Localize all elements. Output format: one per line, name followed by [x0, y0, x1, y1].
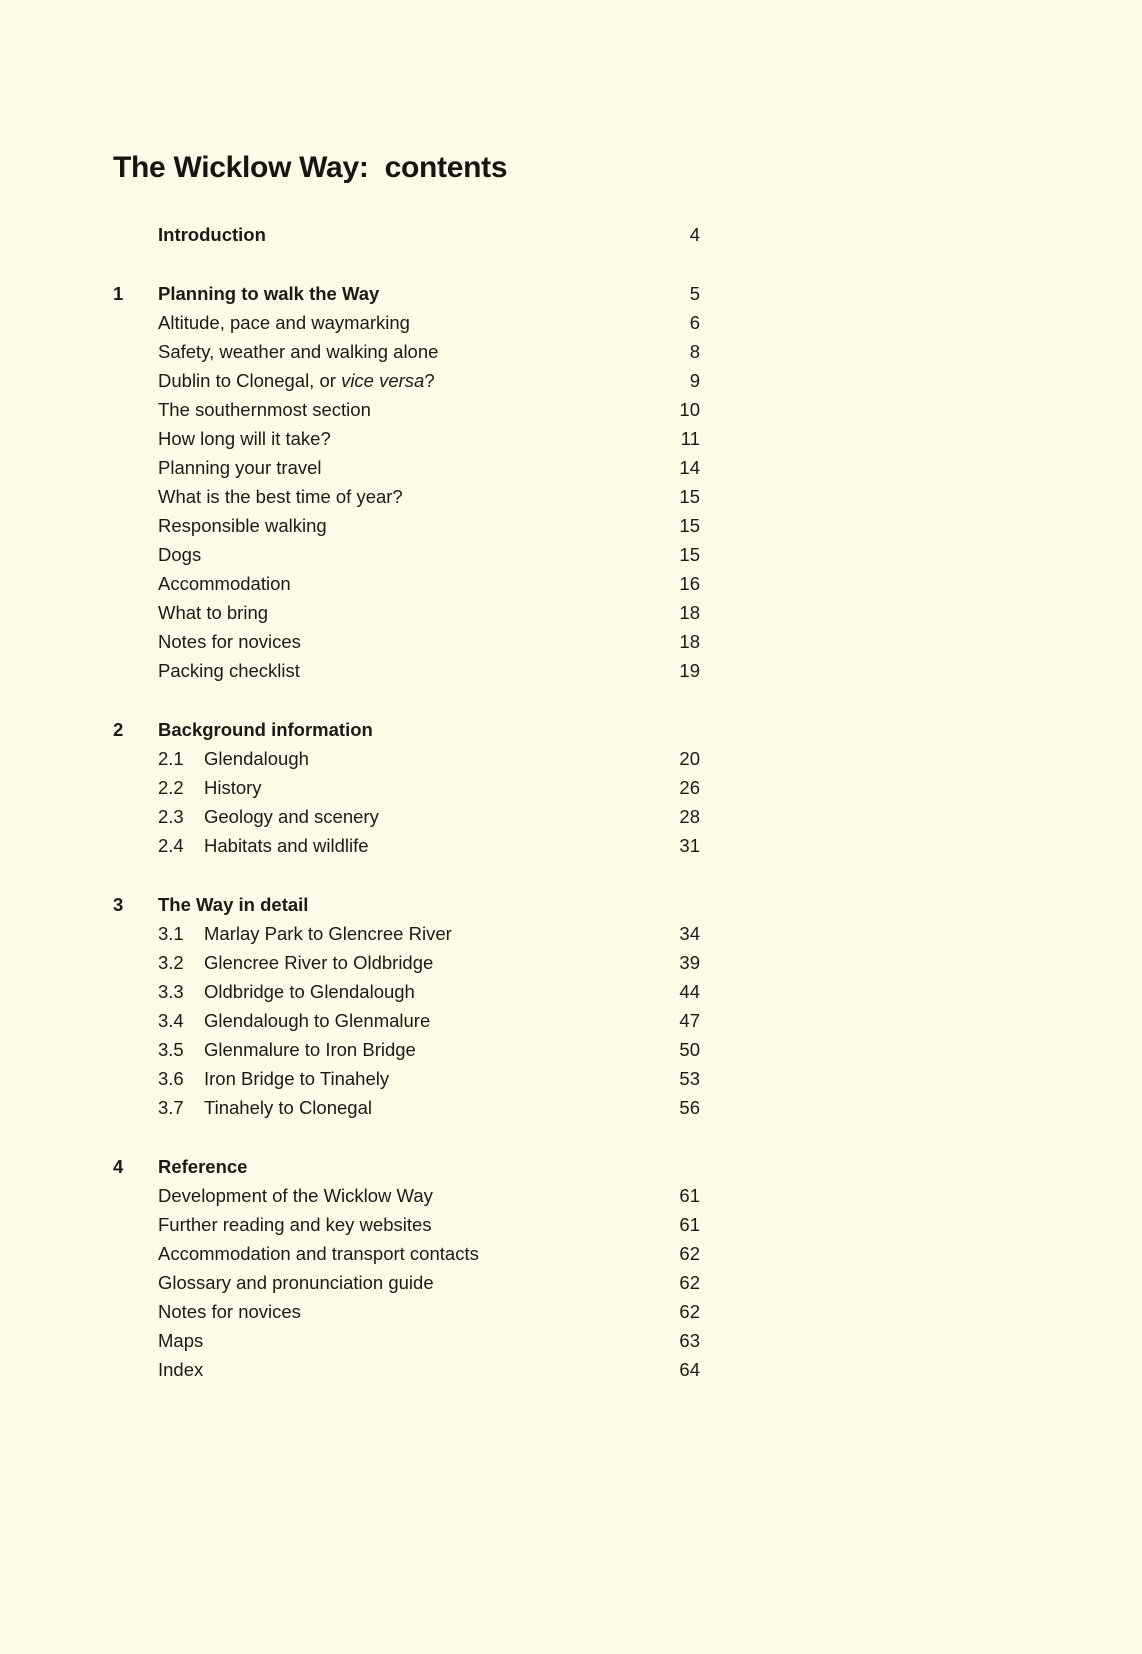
page-number: 5	[689, 283, 700, 304]
toc-row	[113, 279, 700, 308]
entry-label: 2.1 Glendalough	[158, 744, 648, 773]
toc-section	[113, 1152, 700, 1384]
page-number: 53	[679, 1068, 700, 1089]
page-number	[648, 1152, 700, 1181]
chapter-number: 1	[113, 283, 124, 304]
toc-row	[113, 569, 700, 598]
toc-row	[113, 1297, 700, 1326]
toc-section	[113, 890, 700, 1122]
entry-label: 2.2 History	[158, 773, 648, 802]
toc-row	[113, 656, 700, 685]
entry-label: 3.2 Glencree River to Oldbridge	[158, 948, 648, 977]
chapter-number	[113, 598, 158, 627]
chapter-number	[113, 1355, 158, 1384]
page-number: 10	[679, 399, 700, 420]
toc-row	[113, 1210, 700, 1239]
page-number: 62	[679, 1272, 700, 1293]
entry-label: Notes for novices	[158, 631, 301, 652]
chapter-number	[113, 627, 158, 656]
chapter-number	[113, 1181, 158, 1210]
page-number: 6	[689, 312, 700, 333]
chapter-number	[113, 977, 158, 1006]
page-number: 20	[679, 748, 700, 769]
page-number: 62	[679, 1243, 700, 1264]
page-number: 64	[679, 1359, 700, 1380]
page-number: 62	[679, 1301, 700, 1322]
page-number: 19	[679, 660, 700, 681]
entry-label: Safety, weather and walking alone	[158, 341, 439, 362]
subsection-number: 2.4	[158, 835, 184, 856]
chapter-number	[113, 773, 158, 802]
page-number: 39	[679, 952, 700, 973]
subsection-number: 2.2	[158, 777, 184, 798]
toc-row	[113, 1181, 700, 1210]
entry-label: Accommodation	[158, 573, 291, 594]
toc-row	[113, 977, 700, 1006]
toc-row	[113, 744, 700, 773]
entry-label: 3.6 Iron Bridge to Tinahely	[158, 1064, 648, 1093]
page-number: 34	[679, 923, 700, 944]
subsection-number: 3.7	[158, 1097, 184, 1118]
page-number: 18	[679, 631, 700, 652]
page-number: 61	[679, 1185, 700, 1206]
toc-row	[113, 540, 700, 569]
subsection-number: 3.3	[158, 981, 184, 1002]
entry-label: Reference	[158, 1156, 248, 1177]
chapter-number	[113, 482, 158, 511]
chapter-number	[113, 1268, 158, 1297]
toc-row	[113, 890, 700, 919]
page-number: 16	[679, 573, 700, 594]
chapter-number	[113, 511, 158, 540]
entry-label-segment: Dublin to Clonegal, or	[158, 370, 342, 391]
chapter-number	[113, 656, 158, 685]
page-number: 15	[679, 486, 700, 507]
page-number: 31	[679, 835, 700, 856]
entry-label: Background information	[158, 719, 373, 740]
chapter-number	[113, 1297, 158, 1326]
page-number: 8	[689, 341, 700, 362]
page-number: 50	[679, 1039, 700, 1060]
page-number: 28	[679, 806, 700, 827]
toc-row	[113, 802, 700, 831]
chapter-number	[113, 1035, 158, 1064]
toc-row	[113, 1239, 700, 1268]
entry-label: Notes for novices	[158, 1301, 301, 1322]
chapter-number	[113, 366, 158, 395]
entry-label: Further reading and key websites	[158, 1214, 432, 1235]
entry-label: Dogs	[158, 544, 202, 565]
chapter-number: 2	[113, 719, 124, 740]
chapter-number	[113, 337, 158, 366]
page-number: 15	[679, 544, 700, 565]
entry-label: 2.3 Geology and scenery	[158, 802, 648, 831]
subsection-number: 3.4	[158, 1010, 184, 1031]
page-number: 14	[679, 457, 700, 478]
entry-label: What to bring	[158, 602, 269, 623]
toc-row	[113, 511, 700, 540]
subsection-number: 3.5	[158, 1039, 184, 1060]
entry-label: The Way in detail	[158, 894, 309, 915]
toc-row	[113, 1064, 700, 1093]
toc-row	[113, 773, 700, 802]
chapter-number	[113, 1210, 158, 1239]
toc-row	[113, 424, 700, 453]
toc-row	[113, 1355, 700, 1384]
entry-label: The southernmost section	[158, 399, 371, 420]
toc-row	[113, 1152, 700, 1181]
toc-row	[113, 1093, 700, 1122]
page-title: The Wicklow Way: contents	[113, 151, 508, 184]
entry-label-italic-segment: vice versa	[341, 370, 425, 391]
toc-row	[113, 482, 700, 511]
chapter-number	[113, 540, 158, 569]
toc-row	[113, 308, 700, 337]
toc-row	[113, 1006, 700, 1035]
chapter-number	[113, 1006, 158, 1035]
toc-row	[113, 627, 700, 656]
chapter-number: 3	[113, 894, 124, 915]
chapter-number	[113, 744, 158, 773]
toc-row	[113, 919, 700, 948]
page-number	[648, 890, 700, 919]
entry-label	[158, 366, 648, 395]
chapter-number	[113, 424, 158, 453]
chapter-number	[113, 919, 158, 948]
chapter-number: 4	[113, 1156, 124, 1177]
chapter-number	[113, 453, 158, 482]
page-number: 63	[679, 1330, 700, 1351]
page-number: 44	[679, 981, 700, 1002]
table-of-contents	[113, 220, 700, 1384]
contents-body	[113, 150, 700, 1384]
entry-label: 3.5 Glenmalure to Iron Bridge	[158, 1035, 648, 1064]
page-number: 18	[679, 602, 700, 623]
toc-row	[113, 1326, 700, 1355]
page-number: 15	[679, 515, 700, 536]
chapter-number	[113, 831, 158, 860]
chapter-number	[113, 569, 158, 598]
entry-label: 3.7 Tinahely to Clonegal	[158, 1093, 648, 1122]
entry-label: Glossary and pronunciation guide	[158, 1272, 434, 1293]
page-number: 11	[680, 428, 700, 449]
subsection-number: 2.1	[158, 748, 184, 769]
toc-row	[113, 715, 700, 744]
page-number: 26	[679, 777, 700, 798]
entry-label: How long will it take?	[158, 428, 331, 449]
toc-row	[113, 1035, 700, 1064]
entry-label: Planning your travel	[158, 457, 322, 478]
chapter-number	[113, 948, 158, 977]
toc-row	[113, 395, 700, 424]
subsection-number: 3.2	[158, 952, 184, 973]
entry-label: Packing checklist	[158, 660, 300, 681]
page-number: 56	[679, 1097, 700, 1118]
entry-label: Index	[158, 1359, 204, 1380]
entry-label: Planning to walk the Way	[158, 283, 380, 304]
toc-row	[113, 948, 700, 977]
page-number	[648, 715, 700, 744]
page-number: 4	[689, 224, 700, 245]
chapter-number	[113, 220, 158, 249]
chapter-number	[113, 1326, 158, 1355]
entry-label: Responsible walking	[158, 515, 327, 536]
toc-section	[113, 220, 700, 249]
entry-label: 3.4 Glendalough to Glenmalure	[158, 1006, 648, 1035]
toc-row	[113, 220, 700, 249]
toc-row	[113, 366, 700, 395]
toc-row	[113, 1268, 700, 1297]
entry-label: Accommodation and transport contacts	[158, 1243, 479, 1264]
chapter-number	[113, 1064, 158, 1093]
toc-section	[113, 715, 700, 860]
toc-row	[113, 831, 700, 860]
toc-section	[113, 279, 700, 685]
entry-label: 2.4 Habitats and wildlife	[158, 831, 648, 860]
toc-row	[113, 453, 700, 482]
subsection-number: 3.1	[158, 923, 184, 944]
page-number: 61	[679, 1214, 700, 1235]
toc-row	[113, 337, 700, 366]
chapter-number	[113, 1239, 158, 1268]
chapter-number	[113, 1093, 158, 1122]
entry-label: 3.3 Oldbridge to Glendalough	[158, 977, 648, 1006]
chapter-number	[113, 395, 158, 424]
entry-label: Development of the Wicklow Way	[158, 1185, 433, 1206]
chapter-number	[113, 802, 158, 831]
subsection-number: 2.3	[158, 806, 184, 827]
page-number: 9	[689, 370, 700, 391]
chapter-number	[113, 308, 158, 337]
entry-label: Altitude, pace and waymarking	[158, 312, 410, 333]
entry-label: 3.1 Marlay Park to Glencree River	[158, 919, 648, 948]
entry-label: Introduction	[158, 224, 266, 245]
subsection-number: 3.6	[158, 1068, 184, 1089]
page-number: 47	[679, 1010, 700, 1031]
entry-label: What is the best time of year?	[158, 486, 403, 507]
toc-row	[113, 598, 700, 627]
entry-label-segment: ?	[424, 370, 435, 391]
entry-label: Maps	[158, 1330, 204, 1351]
